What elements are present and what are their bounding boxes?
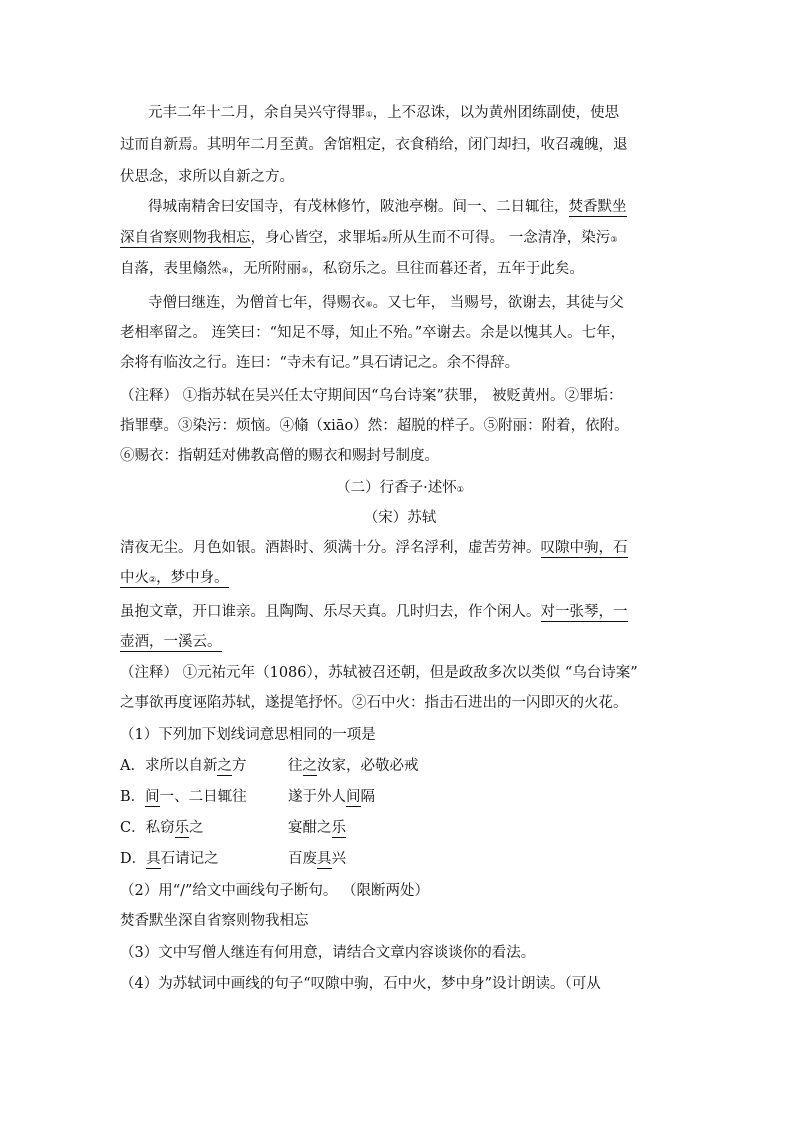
passage-p1-line2: 过而自新焉。其明年二月至黄。舍馆粗定，衣食稍给，闭门却扫，收召魂魄，退 [120,137,628,153]
option-b-left: B．间一、二日辄往 [120,789,247,805]
poem-title: （二）行香子·述怀① [336,480,464,496]
question-2: （2）用“/”给文中画线句子断句。 （限断两处） [120,883,430,899]
footnote-marker: ⑥ [365,300,373,309]
notes1-line2: 指罪孽。③染污：烦恼。④翛（xiāo）然：超脱的样子。⑤附丽：附着，依附。 [120,418,629,434]
poem-line3: 虽抱文章，开口谁亲。且陶陶、乐尽天真。几时归去，作个闲人。对一张琴，一 [120,604,628,620]
option-c-left: C．私窃乐之 [120,820,204,836]
option-a-left: A．求所以自新之方 [120,758,247,774]
underlined-sentence: 叹隙中驹，石 [540,540,628,556]
poem-line2 [120,568,680,590]
passage-p2-line1: 得城南精舍曰安国寺，有茂林修竹，陂池亭榭。间一、二日辄往，焚香默坐 [148,199,627,215]
footnote-marker: ③ [610,235,618,244]
option-d-right: 百废具兴 [288,851,346,867]
notes1-line3: ⑥赐衣：指朝廷对佛教高僧的赐衣和赐封号制度。 [120,448,439,464]
passage-p2-line3: 自落，表里翛然④，无所附丽⑤，私窃乐之。旦往而暮还者，五年于此矣。 [120,261,584,277]
footnote-marker: ④ [221,266,229,275]
question-4: （4）为苏轼词中画线的句子“叹隙中驹，石中火，梦中身”设计朗读。（可从 [120,976,601,992]
notes2-line2: 之事欲再度诬陷苏轼，遂提笔抒怀。②石中火：指击石进出的一闪即灭的火花。 [120,695,628,711]
underlined-sentence: 壶酒，一溪云。 [120,634,222,650]
footnote-marker: ② [381,235,389,244]
notes2-line1: （注释） ①元祐元年（1086），苏轼被召还朝，但是政敌多次以类似 “乌台诗案” [120,665,638,681]
passage-p1-line1: 元丰二年十二月，余自吴兴守得罪①，上不忍诛，以为黄州团练副使，使思 [148,105,620,121]
passage-p2-line2: 深自省察则物我相忘，身心皆空，求罪垢②所从生而不可得。 一念清净，染污③ [120,230,618,246]
passage-p3-line3: 余将有临汝之行。连曰：“寺未有记。”具石请记之。余不得辞。 [120,355,520,371]
footnote-marker: ② [149,575,157,584]
question-2-sentence: 焚香默坐深自省察则物我相忘 [120,913,309,929]
passage-p1-line3: 伏思念，求所以自新之方。 [120,169,294,185]
passage-p3-line1: 寺僧曰继连，为僧首七年，得赐衣⑥。又七年， 当赐号，欲谢去，其徒与父 [148,295,624,311]
option-d-left: D．具石请记之 [120,851,219,867]
question-3: （3）文中写僧人继连有何用意，请结合文章内容谈谈你的看法。 [120,945,536,961]
option-b-right: 遂于外人间隔 [288,789,375,805]
poem-author: （宋）苏轼 [363,510,437,526]
poem-line4 [120,632,680,652]
underlined-sentence: 深自省察则物我相忘 [120,230,251,246]
footnote-marker: ⑤ [301,266,309,275]
underlined-sentence: 对一张琴，一 [540,604,628,620]
poem-line1: 清夜无尘。月色如银。酒斟时、须满十分。浮名浮利，虚苦劳神。叹隙中驹，石 [120,540,628,556]
underlined-sentence: 焚香默坐 [568,199,627,215]
option-a-right: 往之汝家，必敬必戒 [288,758,419,774]
option-c-right: 宴酣之乐 [288,820,346,836]
notes1-line1: （注释） ①指苏轼在吴兴任太守期间因“乌台诗案”获罪， 被贬黄州。②罪垢： [120,388,623,404]
passage-p3-line2: 老相率留之。 连笑曰：“知足不辱，知止不殆。”卒谢去。余是以愧其人。七年， [120,325,626,341]
footnote-marker: ① [456,485,464,494]
underlined-sentence: 中火②，梦中身。 [120,570,229,586]
footnote-marker: ① [365,110,373,119]
question-1: （1）下列加下划线词意思相同的一项是 [120,727,376,743]
